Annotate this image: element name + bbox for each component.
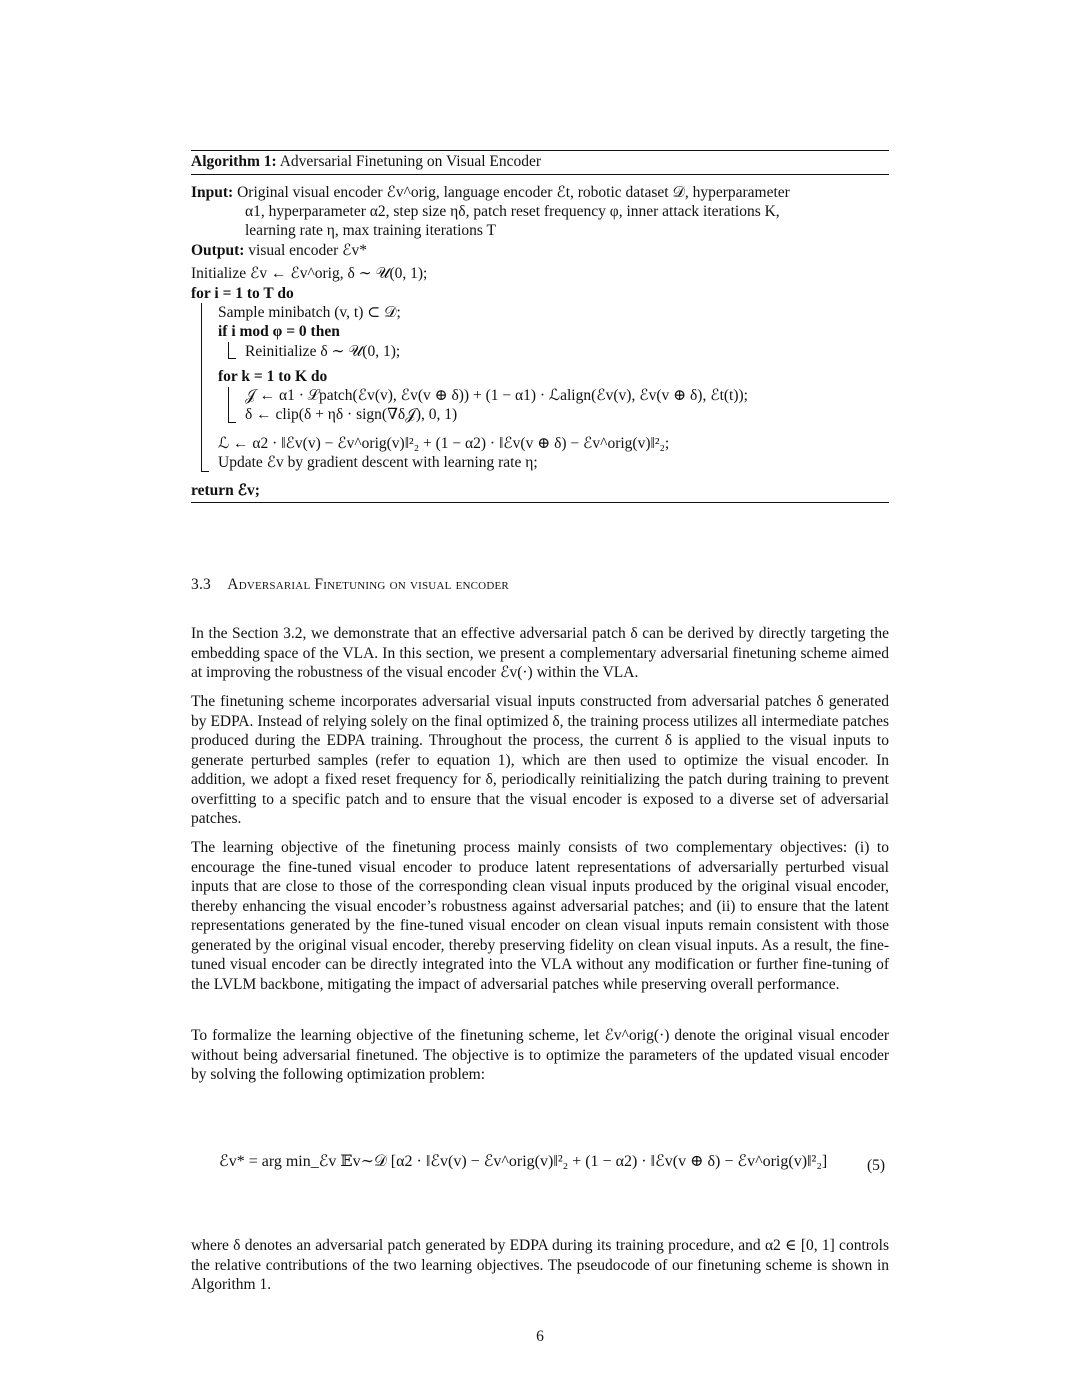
equation-number: (5) xyxy=(867,1157,886,1174)
algorithm-for-k: for k = 1 to K do xyxy=(218,368,328,385)
algorithm-title-rule xyxy=(191,174,889,175)
algorithm-bottom-rule xyxy=(191,502,889,503)
algorithm-delta-update: δ ← clip(δ + ηδ · sign(∇δ𝒥), 0, 1) xyxy=(245,406,458,423)
page-number: 6 xyxy=(536,1328,544,1345)
algorithm-if: if i mod φ = 0 then xyxy=(218,323,340,340)
section-heading: 3.3 Adversarial Finetuning on visual encoder xyxy=(191,576,509,593)
for-i-scope-end xyxy=(201,471,209,472)
algorithm-input: Input: Original visual encoder ℰv^orig, language encoder ℰt, robotic dataset 𝒟, hyperparameter xyxy=(191,184,790,201)
algorithm-loss: ℒ ← α2 · ‖ℰv(v) − ℰv^orig(v)‖²₂ + (1 − α2) · ‖ℰv(v ⊕ δ) − ℰv^orig(v)‖²₂; xyxy=(218,435,670,452)
paragraph-5: where δ denotes an adversarial patch generated by EDPA during its training procedure, and α2 ∈ [0, 1] controls the relative contributions of the two learning objectives. The pseudocode of our finetuning scheme is shown in Algorithm 1. xyxy=(191,1237,889,1293)
equation-5: ℰv* = arg min_ℰv 𝔼v∼𝒟 [α2 · ‖ℰv(v) − ℰv^orig(v)‖²₂ + (1 − α2) · ‖ℰv(v ⊕ δ) − ℰv^orig(v)‖²₂] xyxy=(219,1153,828,1170)
paragraph-1: In the Section 3.2, we demonstrate that an effective adversarial patch δ can be derived by directly targeting the embedding space of the VLA. In this section, we present a complementary adversarial finetuning scheme aimed at improving the robustness of the visual encoder ℰv(·) within the VLA. xyxy=(191,625,889,681)
if-scope-end xyxy=(228,358,236,359)
algorithm-output: Output: visual encoder ℰv* xyxy=(191,242,367,259)
paragraph-2: The finetuning scheme incorporates adversarial visual inputs constructed from adversarial patches δ generated by EDPA. Instead of relying solely on the final optimized δ, the training process utilizes all intermediate patches produced during the EDPA training. Throughout the process, the current δ is applied to the visual inputs to generate perturbed samples (refer to equation 1), which are then used to optimize the visual encoder. In addition, we adopt a fixed reset frequency for δ, periodically reinitializing the patch during training to prevent overfitting to a specific patch and to ensure that the visual encoder is exposed to a diverse set of adversarial patches. xyxy=(191,693,889,827)
algorithm-input-cont2: learning rate η, max training iterations T xyxy=(245,222,497,239)
for-k-scope-end xyxy=(228,422,236,423)
for-k-scope-bar xyxy=(228,387,229,422)
algorithm-for-i: for i = 1 to T do xyxy=(191,285,294,302)
for-i-scope-bar xyxy=(201,303,202,471)
algorithm-init: Initialize ℰv ← ℰv^orig, δ ∼ 𝒰(0, 1); xyxy=(191,265,428,282)
algorithm-j-update: 𝒥 ← α1 · ℒpatch(ℰv(v), ℰv(v ⊕ δ)) + (1 − α1) · ℒalign(ℰv(v), ℰv(v ⊕ δ), ℰt(t)); xyxy=(245,387,748,404)
algorithm-update: Update ℰv by gradient descent with learning rate η; xyxy=(218,454,538,471)
algorithm-reinit: Reinitialize δ ∼ 𝒰(0, 1); xyxy=(245,343,401,360)
algorithm-title: Algorithm 1: Adversarial Finetuning on Visual Encoder xyxy=(191,153,542,170)
algorithm-top-rule xyxy=(191,150,889,151)
algorithm-return: return ℰv; xyxy=(191,482,260,499)
algorithm-sample: Sample minibatch (v, t) ⊂ 𝒟; xyxy=(218,304,401,321)
if-scope-bar xyxy=(228,342,229,358)
algorithm-input-cont1: α1, hyperparameter α2, step size ηδ, patch reset frequency φ, inner attack iterations K, xyxy=(245,203,780,220)
paragraph-4: To formalize the learning objective of the finetuning scheme, let ℰv^orig(·) denote the original visual encoder without being adversarial finetuned. The objective is to optimize the parameters of the updated visual encoder by solving the following optimization problem: xyxy=(191,1027,889,1083)
paragraph-3: The learning objective of the finetuning process mainly consists of two complementary objectives: (i) to encourage the fine-tuned visual encoder to produce latent representations of adversarially perturbed visual inputs that are close to those of the corresponding clean visual inputs produced by the original visual encoder, thereby enhancing the visual encoder’s robustness against adversarial patches; and (ii) to ensure that the latent representations generated by the fine-tuned visual encoder on clean visual inputs remain consistent with those generated by the original visual encoder, thereby preserving fidelity on clean visual inputs. As a result, the fine-tuned visual encoder can be directly integrated into the VLA without any modification or further fine-tuning of the LVLM backbone, mitigating the impact of adversarial patches while preserving overall performance. xyxy=(191,839,889,993)
